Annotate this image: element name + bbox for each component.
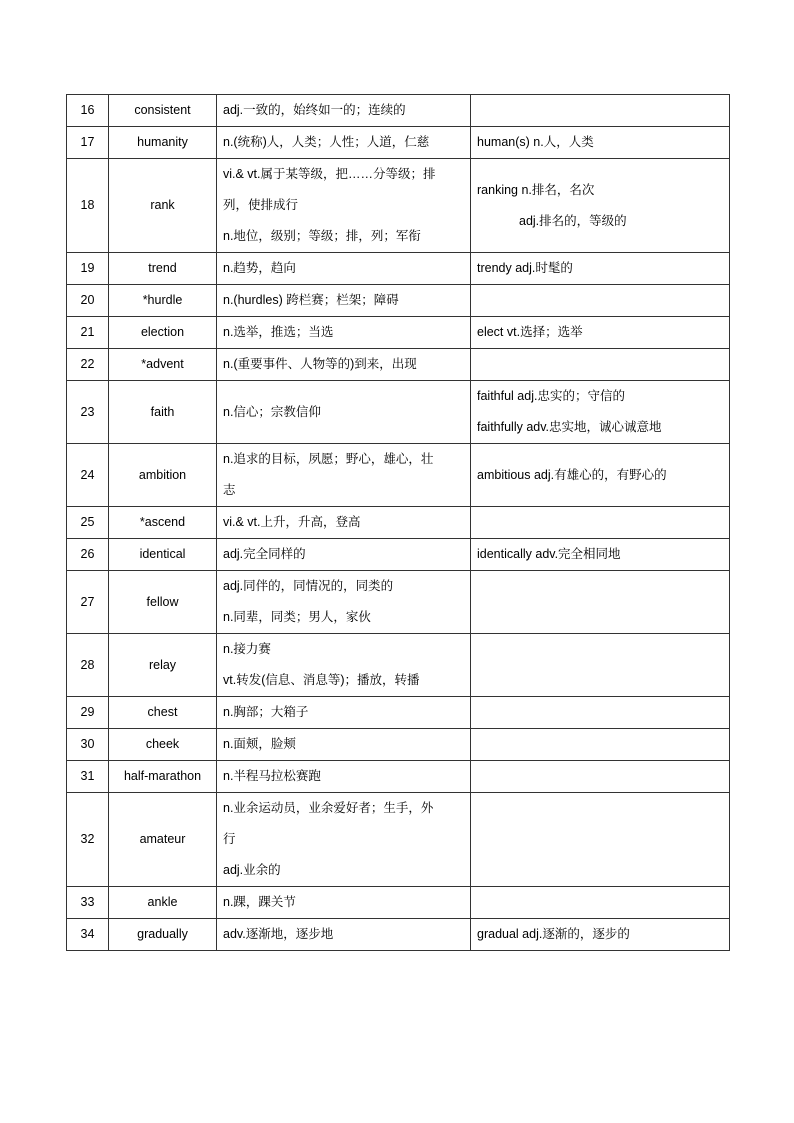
- word-meaning: [217, 127, 471, 159]
- word-derivatives: [471, 317, 730, 349]
- vocab-word: identical: [109, 539, 217, 571]
- row-number: 32: [67, 793, 109, 887]
- meaning-line: 行: [223, 832, 236, 846]
- meaning-line: n.追求的目标，夙愿；野心，雄心，壮: [223, 452, 434, 466]
- table-row: [67, 539, 730, 571]
- word-meaning: [217, 729, 471, 761]
- row-number: 29: [67, 697, 109, 729]
- derivative-line: adj.排名的，等级的: [519, 213, 627, 228]
- word-derivatives: [471, 444, 730, 507]
- row-number: 20: [67, 285, 109, 317]
- row-number: 34: [67, 919, 109, 951]
- vocab-word: fellow: [109, 571, 217, 634]
- table-row: [67, 571, 730, 634]
- word-derivatives: [471, 285, 730, 317]
- word-meaning: [217, 887, 471, 919]
- derivative-line: faithfully adv.忠实地，诚心诚意地: [477, 420, 662, 434]
- vocab-word: cheek: [109, 729, 217, 761]
- word-meaning: [217, 381, 471, 444]
- row-number: 22: [67, 349, 109, 381]
- meaning-line: n.踝，踝关节: [223, 895, 296, 909]
- derivative-line: ranking n.排名，名次: [477, 182, 595, 197]
- table-row: [67, 761, 730, 793]
- table-row: [67, 697, 730, 729]
- meaning-line: n.(hurdles) 跨栏赛；栏架；障碍: [223, 293, 399, 307]
- row-number: 26: [67, 539, 109, 571]
- derivative-line: human(s) n.人，人类: [477, 135, 594, 149]
- meaning-line: adj.一致的，始终如一的；连续的: [223, 103, 406, 117]
- meaning-line: vt.转发(信息、消息等)；播放，转播: [223, 673, 420, 687]
- word-meaning: [217, 349, 471, 381]
- table-row: [67, 253, 730, 285]
- word-meaning: [217, 317, 471, 349]
- vocab-word: faith: [109, 381, 217, 444]
- meaning-line: adj.业余的: [223, 863, 281, 877]
- vocab-word: humanity: [109, 127, 217, 159]
- vocabulary-table-body: [67, 95, 730, 951]
- row-number: 19: [67, 253, 109, 285]
- derivative-line: trendy adj.时髦的: [477, 261, 573, 275]
- row-number: 33: [67, 887, 109, 919]
- table-row: [67, 507, 730, 539]
- word-derivatives: [471, 571, 730, 634]
- row-number: 30: [67, 729, 109, 761]
- meaning-line: 志: [223, 483, 236, 497]
- vocab-word: ankle: [109, 887, 217, 919]
- meaning-line: n.半程马拉松赛跑: [223, 769, 321, 783]
- meaning-line: adj.完全同样的: [223, 547, 306, 561]
- row-number: 17: [67, 127, 109, 159]
- word-meaning: [217, 761, 471, 793]
- meaning-line: n.同辈，同类；男人，家伙: [223, 610, 371, 624]
- table-row: [67, 887, 730, 919]
- table-row: [67, 793, 730, 887]
- table-row: [67, 285, 730, 317]
- word-meaning: [217, 159, 471, 253]
- meaning-line: vi.& vt.属于某等级，把……分等级；排: [223, 167, 436, 181]
- vocab-word: gradually: [109, 919, 217, 951]
- table-row: [67, 95, 730, 127]
- word-meaning: [217, 919, 471, 951]
- word-derivatives: [471, 729, 730, 761]
- table-row: [67, 381, 730, 444]
- vocab-word: half-marathon: [109, 761, 217, 793]
- vocab-word: election: [109, 317, 217, 349]
- row-number: 21: [67, 317, 109, 349]
- vocab-word: *hurdle: [109, 285, 217, 317]
- word-meaning: [217, 539, 471, 571]
- meaning-line: adj.同伴的，同情况的，同类的: [223, 579, 394, 593]
- word-derivatives: [471, 507, 730, 539]
- word-meaning: [217, 507, 471, 539]
- table-row: [67, 349, 730, 381]
- table-row: [67, 634, 730, 697]
- word-derivatives: [471, 253, 730, 285]
- meaning-line: n.(重要事件、人物等的)到来，出现: [223, 357, 417, 371]
- vocab-word: amateur: [109, 793, 217, 887]
- table-row: [67, 444, 730, 507]
- word-derivatives: [471, 887, 730, 919]
- row-number: 18: [67, 159, 109, 253]
- meaning-line: n.胸部；大箱子: [223, 705, 309, 719]
- derivative-line: identically adv.完全相同地: [477, 547, 621, 561]
- word-derivatives: [471, 634, 730, 697]
- row-number: 28: [67, 634, 109, 697]
- derivative-line: ambitious adj.有雄心的，有野心的: [477, 467, 667, 482]
- table-row: [67, 729, 730, 761]
- derivative-line: elect vt.选择；选举: [477, 325, 583, 339]
- row-number: 16: [67, 95, 109, 127]
- word-derivatives: [471, 761, 730, 793]
- word-derivatives: [471, 919, 730, 951]
- row-number: 31: [67, 761, 109, 793]
- meaning-line: n.业余运动员，业余爱好者；生手，外: [223, 801, 434, 815]
- word-derivatives: [471, 95, 730, 127]
- word-meaning: [217, 95, 471, 127]
- meaning-line: n.选举，推选；当选: [223, 325, 334, 339]
- word-meaning: [217, 444, 471, 507]
- meaning-line: vi.& vt.上升，升高，登高: [223, 515, 361, 529]
- vocab-word: ambition: [109, 444, 217, 507]
- row-number: 25: [67, 507, 109, 539]
- word-derivatives: [471, 349, 730, 381]
- vocab-word: rank: [109, 159, 217, 253]
- derivative-line: faithful adj.忠实的；守信的: [477, 389, 625, 403]
- table-row: [67, 127, 730, 159]
- vocab-word: trend: [109, 253, 217, 285]
- word-meaning: [217, 285, 471, 317]
- meaning-line: 列，使排成行: [223, 198, 299, 212]
- word-meaning: [217, 697, 471, 729]
- vocab-word: *advent: [109, 349, 217, 381]
- meaning-line: n.信心；宗教信仰: [223, 404, 321, 419]
- row-number: 27: [67, 571, 109, 634]
- vocab-word: chest: [109, 697, 217, 729]
- word-derivatives: [471, 381, 730, 444]
- meaning-line: n.面颊，脸颊: [223, 737, 296, 751]
- vocab-word: relay: [109, 634, 217, 697]
- word-meaning: [217, 253, 471, 285]
- vocabulary-table: [66, 94, 730, 951]
- table-row: [67, 919, 730, 951]
- table-row: [67, 159, 730, 253]
- derivative-line: gradual adj.逐渐的，逐步的: [477, 927, 630, 941]
- vocab-word: consistent: [109, 95, 217, 127]
- row-number: 24: [67, 444, 109, 507]
- row-number: 23: [67, 381, 109, 444]
- table-row: [67, 317, 730, 349]
- word-derivatives: [471, 127, 730, 159]
- word-meaning: [217, 793, 471, 887]
- meaning-line: n.地位，级别；等级；排，列；军衔: [223, 229, 421, 243]
- meaning-line: n.(统称)人，人类；人性；人道，仁慈: [223, 135, 430, 149]
- word-meaning: [217, 634, 471, 697]
- word-meaning: [217, 571, 471, 634]
- word-derivatives: [471, 539, 730, 571]
- meaning-line: n.接力赛: [223, 642, 271, 656]
- meaning-line: adv.逐渐地，逐步地: [223, 927, 334, 941]
- word-derivatives: [471, 697, 730, 729]
- vocab-word: *ascend: [109, 507, 217, 539]
- word-derivatives: [471, 793, 730, 887]
- word-derivatives: [471, 159, 730, 253]
- meaning-line: n.趋势，趋向: [223, 261, 296, 275]
